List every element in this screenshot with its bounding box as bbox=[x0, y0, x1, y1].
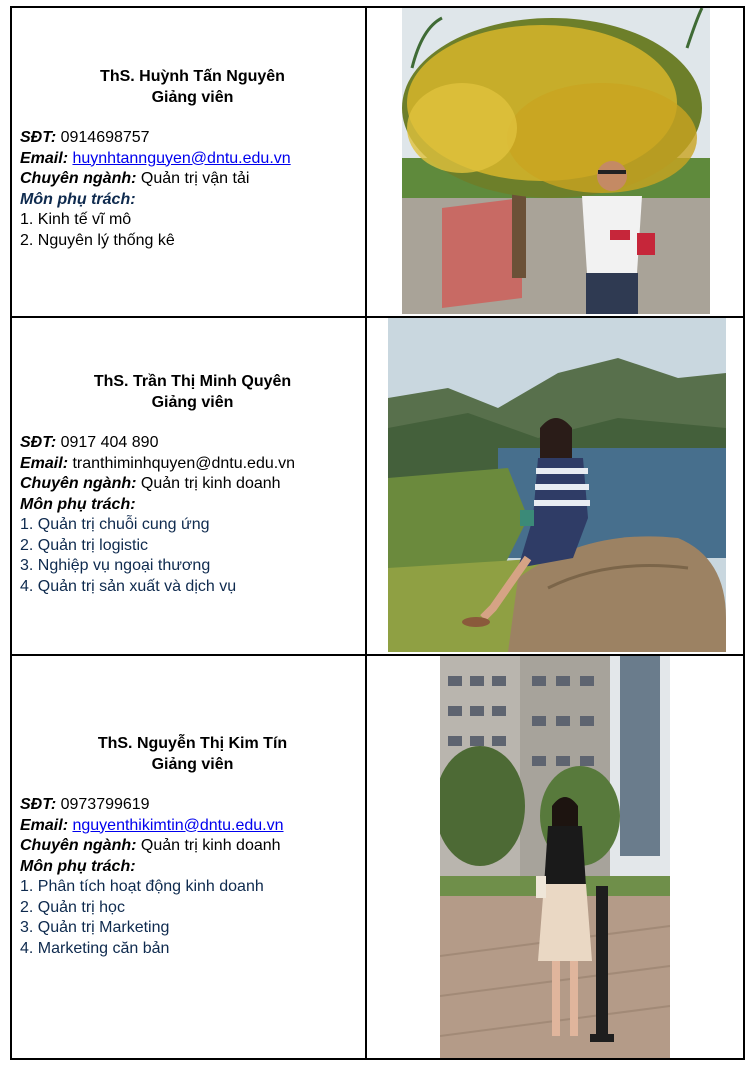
major-line bbox=[20, 169, 365, 190]
lecturer-table bbox=[10, 6, 745, 1060]
course-item: 1. Phân tích hoạt động kinh doanh bbox=[20, 878, 264, 895]
course-item: 1. Quản trị chuỗi cung ứng bbox=[20, 516, 210, 533]
major-label: Chuyên ngành: bbox=[20, 837, 137, 854]
lecturer-info bbox=[20, 67, 365, 251]
email-label: Email: bbox=[20, 454, 69, 472]
course-item: 2. Quản trị logistic bbox=[20, 536, 149, 554]
course-item: 2. Quản trị học bbox=[20, 898, 125, 916]
lecturer-info bbox=[20, 372, 365, 597]
phone-label: SĐT: bbox=[20, 129, 57, 146]
table-border-bottom bbox=[10, 1058, 745, 1060]
email-label: Email: bbox=[20, 149, 69, 167]
lecturer-title: Giảng viên bbox=[151, 393, 234, 411]
table-border-right bbox=[743, 6, 745, 1060]
lecturer-info bbox=[20, 734, 365, 959]
course-item: 4. Marketing căn bản bbox=[20, 939, 170, 957]
phone-value: 0917 404 890 bbox=[60, 434, 159, 451]
course-item: 2. Nguyên lý thống kê bbox=[20, 231, 175, 249]
photo-seaside-rock-scene bbox=[388, 318, 726, 652]
email-value: tranthiminhquyen@dntu.edu.vn bbox=[72, 454, 296, 472]
lecturer-name: ThS. Nguyễn Thị Kim Tín bbox=[97, 735, 288, 752]
email-link[interactable]: nguyenthikimtin@dntu.edu.vn bbox=[72, 816, 284, 834]
table-border-left bbox=[10, 6, 12, 1060]
courses-label: Môn phụ trách: bbox=[20, 857, 136, 875]
phone-line bbox=[20, 795, 365, 816]
major-value: Quản trị kinh doanh bbox=[140, 837, 281, 854]
courses-label: Môn phụ trách: bbox=[20, 190, 136, 208]
email-line bbox=[20, 149, 365, 170]
course-item: 3. Nghiệp vụ ngoại thương bbox=[20, 557, 211, 574]
course-item: 1. Kinh tế vĩ mô bbox=[20, 211, 132, 228]
phone-label: SĐT: bbox=[20, 434, 57, 451]
phone-value: 0914698757 bbox=[60, 129, 150, 146]
lecturer-photo bbox=[402, 8, 710, 314]
major-value: Quản trị kinh doanh bbox=[140, 475, 281, 492]
email-line bbox=[20, 454, 365, 475]
email-link[interactable]: huynhtannguyen@dntu.edu.vn bbox=[72, 149, 291, 167]
email-label: Email: bbox=[20, 816, 69, 834]
column-divider bbox=[365, 6, 367, 1060]
lecturer-title: Giảng viên bbox=[151, 755, 234, 773]
courses-label: Môn phụ trách: bbox=[20, 495, 136, 513]
phone-value: 0973799619 bbox=[60, 796, 150, 813]
lecturer-photo bbox=[440, 656, 670, 1058]
major-line bbox=[20, 474, 365, 495]
lecturer-name: ThS. Huỳnh Tấn Nguyên bbox=[100, 68, 285, 85]
email-line bbox=[20, 816, 365, 837]
course-item: 4. Quản trị sản xuất và dịch vụ bbox=[20, 577, 237, 595]
major-label: Chuyên ngành: bbox=[20, 170, 137, 187]
phone-line bbox=[20, 128, 365, 149]
lecturer-photo bbox=[388, 318, 726, 652]
major-value: Quản trị vận tải bbox=[140, 170, 250, 187]
photo-yellow-tree-scene bbox=[402, 8, 710, 314]
major-line bbox=[20, 836, 365, 857]
photo-city-plaza-scene bbox=[440, 656, 670, 1058]
major-label: Chuyên ngành: bbox=[20, 475, 137, 492]
phone-label: SĐT: bbox=[20, 796, 57, 813]
phone-line bbox=[20, 433, 365, 454]
lecturer-title: Giảng viên bbox=[151, 88, 234, 106]
lecturer-name: ThS. Trần Thị Minh Quyên bbox=[93, 373, 292, 390]
course-item: 3. Quản trị Marketing bbox=[20, 919, 170, 936]
